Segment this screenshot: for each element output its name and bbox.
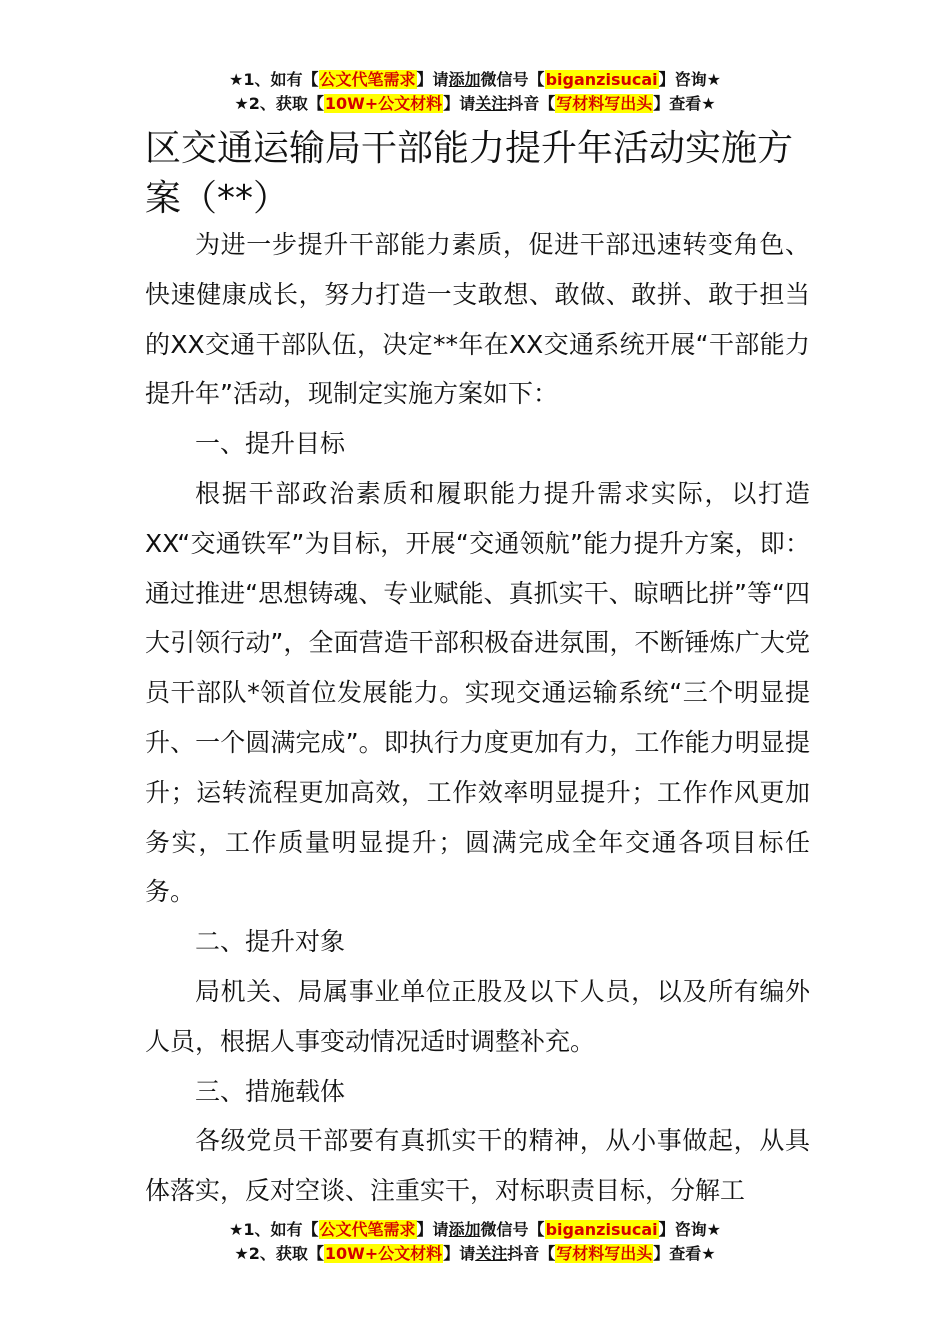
- section-heading-goals: 一、提升目标: [195, 429, 346, 459]
- highlight-materials: 10W+公文材料: [324, 94, 443, 113]
- promo-line-2: ★2、获取【10W+公文材料】请关注抖音【写材料写出头】查看★: [234, 1244, 716, 1263]
- paragraph-measures: 各级党员干部要有真抓实干的精神，从小事做起，从具体落实，反对空谈、注重实干，对标职责目标，分解工: [145, 1126, 810, 1206]
- highlight-douyin-account: 写材料写出头: [556, 1244, 653, 1263]
- highlight-wechat-id: biganzisucai: [545, 70, 658, 89]
- paragraph-goals: 根据干部政治素质和履职能力提升需求实际，以打造XX“交通铁军”为目标，开展“交通领航”能力提升方案，即：通过推进“思想铸魂、专业赋能、真抓实干、晾晒比拼”等“四大引领行动”，全面营造干部积极奋进氛围，不断锤炼广大党员干部队*领首位发展能力。实现交通运输系统“三个明显提升、一个圆满完成”。即执行力度更加有力，工作能力明显提升；运转流程更加高效，工作效率明显提升；工作作风更加务实，工作质量明显提升；圆满完成全年交通各项目标任务。: [145, 478, 810, 907]
- document-body: [145, 220, 810, 1216]
- paragraph-targets: 局机关、局属事业单位正股及以下人员，以及所有编外人员，根据人事变动情况适时调整补充。: [145, 976, 810, 1056]
- promo-banner-bottom: [0, 1218, 950, 1266]
- promo-banner-top: [0, 68, 950, 116]
- paragraph-intro: 为进一步提升干部能力素质，促进干部迅速转变角色、快速健康成长，努力打造一支敢想、敢做、敢拼、敢于担当的XX交通干部队伍，决定**年在XX交通系统开展“干部能力提升年”活动，现制定实施方案如下：: [145, 230, 810, 409]
- highlight-douyin-account: 写材料写出头: [556, 94, 653, 113]
- section-heading-targets: 二、提升对象: [195, 927, 346, 957]
- highlight-materials: 10W+公文材料: [324, 1244, 443, 1263]
- highlight-service: 公文代笔需求: [319, 70, 416, 89]
- highlight-service: 公文代笔需求: [319, 1220, 416, 1239]
- promo-line-1: ★1、如有【公文代笔需求】请添加微信号【biganzisucai】咨询★: [229, 1220, 721, 1239]
- highlight-wechat-id: biganzisucai: [545, 1220, 658, 1239]
- document-title: 区交通运输局干部能力提升年活动实施方案（**）: [145, 128, 794, 219]
- promo-line-1: ★1、如有【公文代笔需求】请添加微信号【biganzisucai】咨询★: [229, 70, 721, 89]
- promo-line-2: ★2、获取【10W+公文材料】请关注抖音【写材料写出头】查看★: [234, 94, 716, 113]
- section-heading-measures: 三、措施载体: [195, 1076, 346, 1106]
